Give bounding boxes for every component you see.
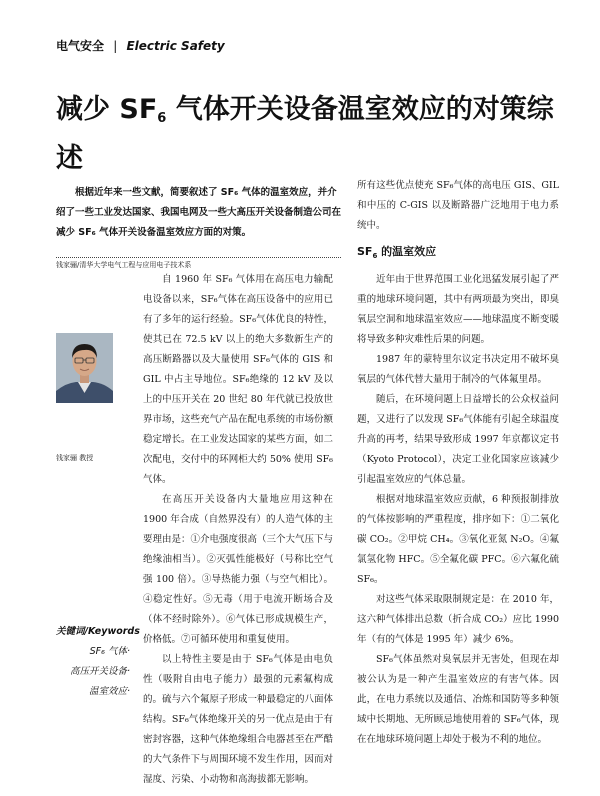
body-column-right: [357, 176, 559, 750]
paragraph: 以上特性主要是由于 SF₆气体是由电负性（吸附自由电子能力）最强的元素氟构成的。硫与六个氟原子形成一种最稳定的八面体结构。SF₆气体绝缘开关的另一优点是由于有密封容器，这种气体绝缘组合电器甚至在严酷的大气条件下与周围环境不发生作用，因而对湿度、污染、小动物和高海拔都无影响。: [143, 654, 334, 785]
section-heading-rest: 的温室效应: [377, 245, 437, 258]
paragraph: 根据对地球温室效应贡献，6 种预报制排放的气体按影响的严重程度，排序如下：①二氧化碳 CO₂。②甲烷 CH₄。③氧化亚氮 N₂O。④氟氯氢化物 HFC。⑤全氟化碳 PFC。⑥六氟化硫 SF₆。: [357, 494, 559, 586]
keywords-block: [56, 622, 140, 702]
section-label-en: Electric Safety: [126, 39, 225, 53]
title-part-2: 气体开关设备温室效应的对策综述: [56, 94, 554, 174]
portrait-image: [56, 333, 113, 403]
section-heading-subscript: 6: [372, 252, 378, 261]
body-column-left: [143, 270, 333, 790]
abstract-divider: [56, 257, 341, 258]
title-subscript: 6: [157, 111, 167, 126]
photo-caption: 钱家骊 教授: [56, 454, 94, 462]
header-separator: |: [113, 39, 118, 53]
paragraph: 近年由于世界范围工业化迅猛发展引起了严重的地球环境问题，其中有两项最为突出，即臭氧层空洞和地球温室效应——地球温度不断变暖将导致多种灾难性后果的问题。: [357, 274, 559, 346]
keyword-item: 温室效应·: [88, 686, 130, 697]
page-header: [56, 37, 225, 54]
paragraph: 在高压开关设备内大量地应用这种在 1900 年合成（自然界没有）的人造气体的主要理由是：①介电强度很高（三个大气压下与绝缘油相当）。②灭弧性能极好（号称比空气强 100 倍）。③导热能力强（与空气相比）。④稳定性好。⑤无毒（用于电流开断场合及（体不经时除外）。⑥气体已形成规模生产，价格低。⑦可循环使用和重复使用。: [143, 494, 334, 645]
paragraph-continued: 所有这些优点使充 SF₆气体的高电压 GIS、GIL 和中压的 C-GIS 以及断路器广泛地用于电力系统中。: [357, 180, 559, 231]
abstract: 根据近年来一些文献，简要叙述了 SF₆ 气体的温室效应，并介绍了一些工业发达国家、我国电网及一些大高压开关设备制造公司在减少 SF₆ 气体开关设备温室效应方面的对策。: [56, 187, 342, 238]
section-heading-text: SF: [357, 245, 373, 258]
paragraph: 自 1960 年 SF₆ 气体用在高压电力输配电设备以来，SF₆气体在高压设备中的应用已有了多年的运行经验。SF₆气体优良的特性，使其已在 72.5 kV 以上的绝大多数新生产的高压断路器以及大量使用 SF₆气体的 GIS 和 GIL 中占主导地位。SF₆绝缘的 12 kV 及以上的中压开关在 20 世纪 80 年代就已投放世界市场，这些充气产品在配电系统的市场份额稳定增长。在工业发达国家的某些方面，如二次配电，交付中的环网柜大约 50% 使用 SF₆ 气体。: [143, 274, 334, 485]
paragraph: 1987 年的蒙特里尔议定书决定用不破坏臭氧层的气体代替大量用于制冷的气体氟里昂。: [357, 354, 559, 386]
title-part-1: 减少 SF: [56, 94, 158, 125]
keyword-item: 高压开关设备·: [69, 666, 130, 677]
author-photo: [56, 333, 113, 403]
keyword-item: SF₆ 气体·: [89, 646, 130, 657]
paragraph: 对这些气体采取限制规定是：在 2010 年，这六种气体排出总数（折合成 CO₂）应比 1990 年（有的气体是 1995 年）减少 6%。: [357, 594, 559, 646]
keywords-heading: 关键词/Keywords: [56, 626, 140, 637]
paragraph: 随后，在环境问题上日益增长的公众权益问题，又进行了以发现 SF₆气体能有引起全球温度升高的再考，结果导致形成 1997 年京都议定书（Kyoto Protocol），决定工业化国家应该减少引起温室效应的气体总量。: [357, 394, 559, 486]
section-label-cn: 电气安全: [56, 39, 105, 53]
author-affiliation: 钱家骊/清华大学电气工程与应用电子技术系: [56, 261, 192, 269]
section-heading: [357, 242, 559, 266]
article-title: [56, 90, 556, 179]
paragraph: SF₆气体虽然对臭氧层并无害处，但现在却被公认为是一种产生温室效应的有害气体。因此，在电力系统以及通信、冶炼和国防等多种领域中长期地、无所顾忌地使用着的 SF₆气体，现在在地球环境问题上却处于极为不利的地位。: [357, 654, 559, 746]
